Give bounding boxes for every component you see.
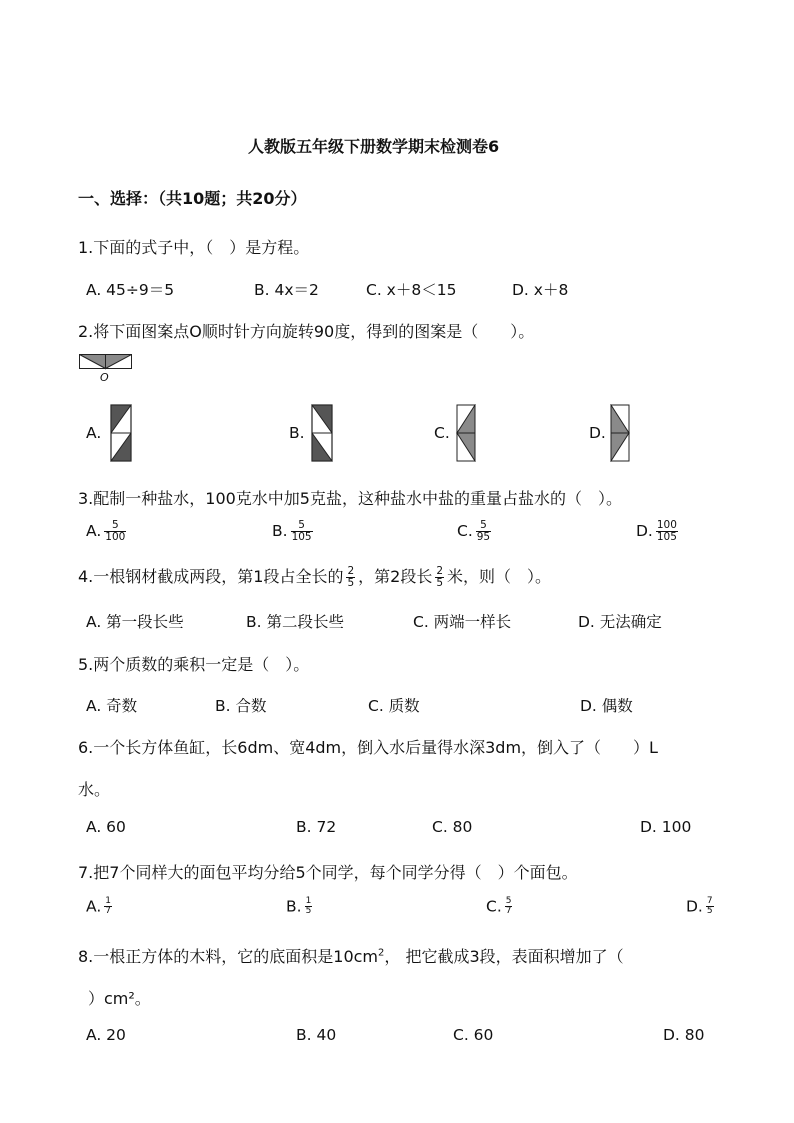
- q7-option-c-label: C.: [486, 897, 502, 916]
- q3-option-c-label: C.: [457, 522, 473, 541]
- question-8-text-line-2: ）cm²。: [88, 989, 151, 1008]
- q3-option-a-label: A.: [86, 522, 102, 541]
- q3-option-b-label: B.: [272, 522, 288, 541]
- page-title: 人教版五年级下册数学期末检测卷6: [248, 137, 500, 156]
- q2-option-c-label[interactable]: C.: [434, 424, 450, 442]
- q7-option-d[interactable]: [686, 897, 717, 917]
- q4-fraction-2: $\frac{2}{5}$: [436, 564, 444, 589]
- q7-option-d-label: D.: [686, 897, 703, 916]
- q2-original-pattern: [79, 354, 133, 370]
- q8-option-b[interactable]: B. 40: [296, 1026, 337, 1044]
- q1-option-d[interactable]: D. x＋8: [512, 281, 569, 299]
- q3-option-d-fraction: $\frac{100}{105}$: [656, 519, 677, 544]
- question-5-text: 5.两个质数的乘积一定是（ ）。: [78, 655, 310, 674]
- q8-text-part-b: ， 把它截成3段，表面积增加了（: [384, 947, 624, 966]
- q2-point-o-label: O: [100, 371, 109, 384]
- q3-option-a[interactable]: [86, 520, 129, 543]
- q2-option-a-label[interactable]: A.: [86, 424, 102, 442]
- question-6-text-line-2: 水。: [78, 780, 111, 799]
- q7-option-b-fraction: $\frac{1}{5}$: [305, 896, 312, 917]
- q7-option-d-fraction: $\frac{7}{5}$: [706, 896, 713, 917]
- q6-option-c[interactable]: C. 80: [432, 818, 473, 836]
- q3-option-b[interactable]: [272, 520, 316, 543]
- q8-superscript: 2: [378, 947, 385, 959]
- q7-option-b[interactable]: [286, 897, 315, 917]
- q3-option-c-fraction: $\frac{5}{95}$: [476, 519, 491, 544]
- q5-option-c[interactable]: C. 质数: [368, 697, 420, 715]
- q1-option-b[interactable]: B. 4x＝2: [254, 281, 319, 299]
- q3-option-c[interactable]: [457, 520, 494, 543]
- q3-option-d[interactable]: [636, 520, 681, 543]
- q1-option-a[interactable]: A. 45÷9＝5: [86, 281, 175, 299]
- question-8-text-line-1: [78, 944, 624, 967]
- q2-option-b-figure[interactable]: [311, 404, 333, 462]
- q5-option-b[interactable]: B. 合数: [215, 697, 267, 715]
- q5-option-a[interactable]: A. 奇数: [86, 697, 138, 715]
- q6-option-a[interactable]: A. 60: [86, 818, 126, 836]
- q4-option-b[interactable]: B. 第二段长些: [246, 613, 344, 631]
- q3-option-b-fraction: $\frac{5}{105}$: [291, 519, 312, 544]
- q4-text-part-b: ，第2段长: [358, 567, 433, 586]
- q3-option-d-label: D.: [636, 522, 653, 541]
- q7-option-a[interactable]: [86, 897, 115, 917]
- q4-fraction-1: $\frac{2}{5}$: [347, 564, 355, 589]
- q6-option-d[interactable]: D. 100: [640, 818, 692, 836]
- q2-option-d-figure[interactable]: [610, 404, 630, 462]
- question-6-text-line-1: 6.一个长方体鱼缸，长6dm、宽4dm，倒入水后量得水深3dm，倒入了（ ）L: [78, 738, 658, 757]
- q7-option-c-fraction: $\frac{5}{7}$: [505, 896, 512, 917]
- q8-text-part-a: 8.一根正方体的木料，它的底面积是10cm: [78, 947, 379, 966]
- q5-option-d[interactable]: D. 偶数: [580, 697, 633, 715]
- q8-option-d[interactable]: D. 80: [663, 1026, 705, 1044]
- q3-option-a-fraction: $\frac{5}{100}$: [105, 519, 126, 544]
- q1-option-c[interactable]: C. x＋8＜15: [366, 281, 457, 299]
- section-heading: 一、选择：（共10题；共20分）: [78, 189, 307, 208]
- q6-option-b[interactable]: B. 72: [296, 818, 337, 836]
- q8-option-c[interactable]: C. 60: [453, 1026, 494, 1044]
- question-2-text: 2.将下面图案点O顺时针方向旋转90度，得到的图案是（ ）。: [78, 322, 535, 341]
- q2-option-b-label[interactable]: B.: [289, 424, 305, 442]
- q4-text-part-a: 4.一根钢材截成两段，第1段占全长的: [78, 567, 344, 586]
- question-7-text: 7.把7个同样大的面包平均分给5个同学，每个同学分得（ ）个面包。: [78, 863, 578, 882]
- q7-option-b-label: B.: [286, 897, 302, 916]
- q2-option-d-label[interactable]: D.: [589, 424, 606, 442]
- q8-option-a[interactable]: A. 20: [86, 1026, 126, 1044]
- q4-text-part-c: 米，则（ ）。: [447, 567, 552, 586]
- q7-option-a-label: A.: [86, 897, 102, 916]
- question-3-text: 3.配制一种盐水，100克水中加5克盐，这种盐水中盐的重量占盐水的（ ）。: [78, 489, 622, 508]
- q4-option-c[interactable]: C. 两端一样长: [413, 613, 512, 631]
- q7-option-c[interactable]: [486, 897, 515, 917]
- question-4-text: [78, 564, 551, 589]
- q2-option-a-figure[interactable]: [110, 404, 132, 462]
- q7-option-a-fraction: $\frac{1}{7}$: [105, 896, 111, 917]
- question-1-text: 1.下面的式子中，（ ）是方程。: [78, 238, 310, 257]
- q4-option-d[interactable]: D. 无法确定: [578, 613, 662, 631]
- q4-option-a[interactable]: A. 第一段长些: [86, 613, 184, 631]
- q2-option-c-figure[interactable]: [456, 404, 476, 462]
